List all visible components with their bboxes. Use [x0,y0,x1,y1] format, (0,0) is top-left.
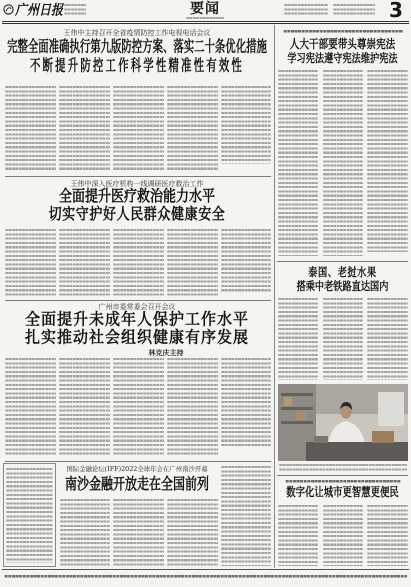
article-body-text [167,499,218,566]
article-headline: 南沙金融开放走在全国前列 [64,474,209,493]
editor-info-text [284,4,328,15]
footer-text [4,575,407,578]
article-body-text [5,86,56,172]
article-body-text [60,499,110,566]
article-body-text [59,229,110,296]
article-subtitle: 广州市委常委会召开会议 [98,303,176,311]
article-body-text [367,298,408,380]
article-headline: 完整全面准确执行第九版防控方案、落实二十条优化措施 [7,38,267,56]
article-body-text [278,298,318,380]
emblem-mark [6,8,11,11]
article-body-text [167,86,218,172]
article-body-text [59,86,110,172]
article-headline: 不断提升防控工作科学性精准性有效性 [29,57,245,75]
article-body-text [221,358,271,448]
article-headline: 搭乘中老铁路直达国内 [296,279,389,294]
article-subtitle-text [285,480,401,483]
article-body-text [278,505,318,566]
section-rule [5,176,271,177]
article-subtitle-text [283,30,403,33]
photo-caption-text [279,464,407,471]
article-body-text [113,358,164,456]
section-rule [277,261,408,262]
article-body-text [221,86,271,164]
article-body-text [113,229,164,296]
article-body-text [367,70,408,252]
section-rule [277,475,408,476]
emblem-ring [4,5,13,14]
header-rule [2,21,409,24]
article-subtitle: 国际金融论坛(IFF)2022全球年会在广州南沙开幕 [66,465,208,473]
article-body-text [113,86,164,172]
article-headline: 泰国、老挝水果 [308,265,377,280]
footer-rule [2,569,409,570]
article-body-text [323,505,363,566]
article-body-text [5,358,56,456]
article-headline: 全面提升未成年人保护工作水平 [24,309,249,329]
page-number: 3 [389,0,403,22]
section-rule [5,461,271,462]
article-body-text [59,358,110,456]
article-headline: 人大干部要带头尊崇宪法 [289,37,396,52]
article-headline: 扎实推动社会组织健康有序发展 [24,327,249,347]
article-body-text [113,499,164,566]
article-body-text [323,70,363,256]
article-body-text [5,229,56,296]
article-headline: 学习宪法遵守宪法维护宪法 [287,51,398,66]
article-body-text [221,229,271,292]
news-brief-text [6,468,53,563]
article-body-text [221,466,271,566]
article-headline: 全面提升医疗救治能力水平 [58,187,215,206]
article-subtitle: 王伟中深入医疗机构一线调研医疗救治工作 [70,180,204,188]
article-headline: 切实守护好人民群众健康安全 [48,205,226,224]
masthead-logo: 广州日报 [15,2,64,19]
article-body-text [278,70,318,256]
section-title: 要闻 [190,1,220,17]
article-body-text [323,298,363,380]
article-subtitle: 王伟中主持召开全省疫情防控工作电视电话会议 [63,29,211,37]
column-divider [274,25,275,568]
article-body-text [367,505,408,566]
article-body-text [167,229,218,296]
article-headline: 数字化让城市更智慧更便民 [286,485,399,500]
news-photo [278,384,408,461]
article-body-text [167,358,218,456]
editor-info-text [333,4,375,15]
issue-date-text [64,4,86,16]
section-rule [5,300,271,301]
article-byline: 林克庆主持 [148,349,184,357]
logo-emblem-icon [3,4,14,15]
section-info-text [186,17,224,20]
